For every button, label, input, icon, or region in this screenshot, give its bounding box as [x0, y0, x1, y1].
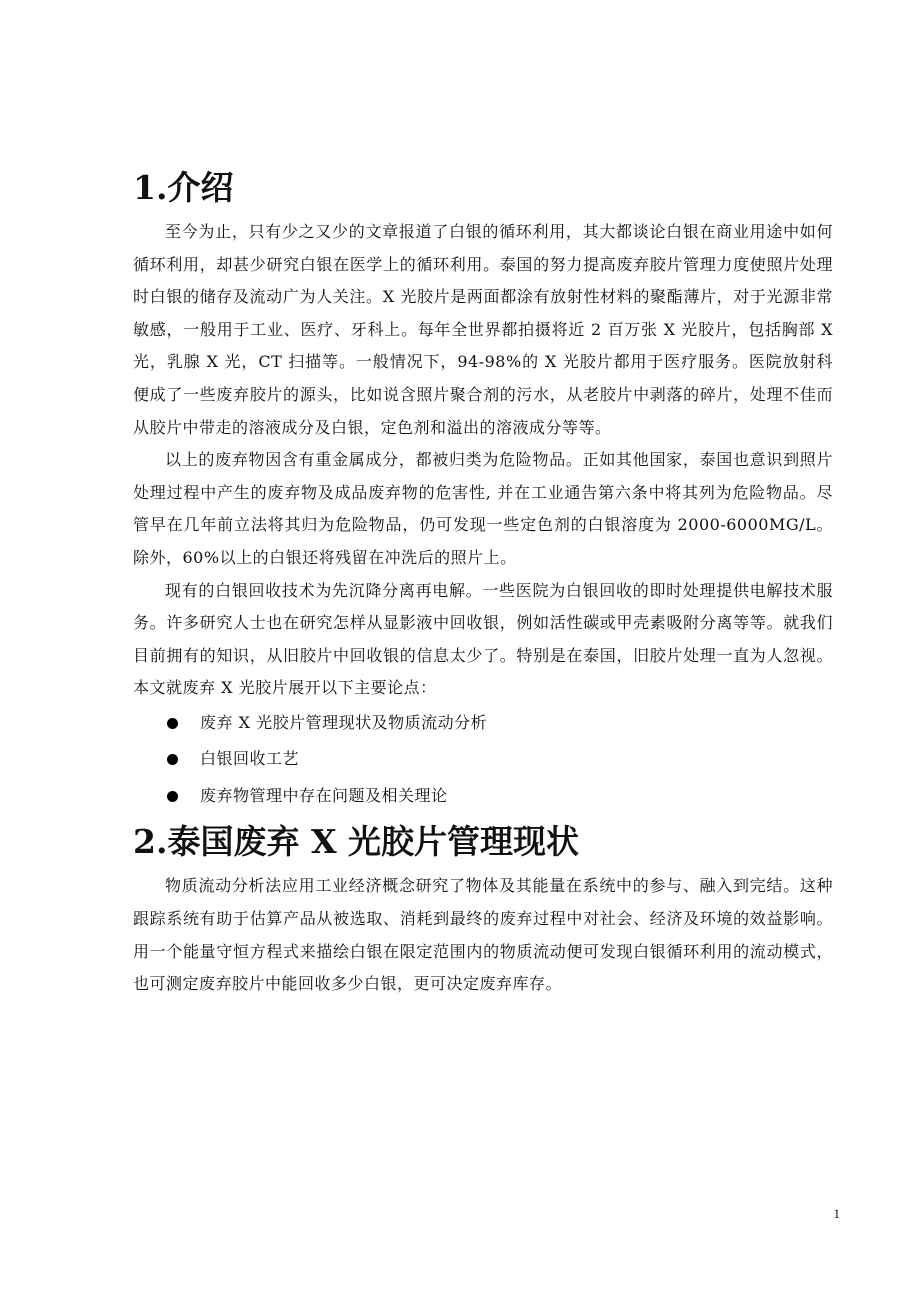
section-1-paragraph-1: 至今为止，只有少之又少的文章报道了白银的循环利用，其大都谈论白银在商业用途中如何循环利用，却甚少研究白银在医学上的循环利用。泰国的努力提高废弃胶片管理力度使照片处理时白银的储存及流动广为人关注。X 光胶片是两面都涂有放射性材料的聚酯薄片，对于光源非常敏感，一般用于工业、医疗、牙科上。每年全世界都拍摄将近 2 百万张 X 光胶片，包括胸部 X 光，乳腺 X 光，CT 扫描等。一般情况下，94-98%的 X 光胶片都用于医疗服务。医院放射科便成了一些废弃胶片的源头，比如说含照片聚合剂的污水，从老胶片中剥落的碎片，处理不佳而从胶片中带走的溶液成分及白银，定色剂和溢出的溶液成分等等。	[133, 222, 833, 437]
bullet-icon	[167, 791, 178, 802]
list-item	[133, 778, 833, 815]
section-2-heading: 2.泰国废弃 X 光胶片管理现状	[133, 822, 580, 862]
page-number: 1	[833, 1206, 840, 1221]
key-points-list	[133, 705, 833, 815]
list-item-text: 废弃物管理中存在问题及相关理论	[200, 785, 448, 805]
bullet-icon	[167, 754, 178, 765]
page-content	[133, 160, 833, 1001]
list-item	[133, 741, 833, 778]
list-item-text: 白银回收工艺	[200, 749, 300, 769]
section-2-paragraph-1: 物质流动分析法应用工业经济概念研究了物体及其能量在系统中的参与、融入到完结。这种跟踪系统有助于估算产品从被选取、消耗到最终的废弃过程中对社会、经济及环境的效益影响。用一个能量守恒方程式来描绘白银在限定范围内的物质流动便可发现白银循环利用的流动模式，也可测定废弃胶片中能回收多少白银，更可决定废弃库存。	[133, 876, 833, 994]
section-1-paragraph-2: 以上的废弃物因含有重金属成分，都被归类为危险物品。正如其他国家，泰国也意识到照片处理过程中产生的废弃物及成品废弃物的危害性, 并在工业通告第六条中将其列为危险物品。尽管早在几年前立法将其归为危险物品，仍可发现一些定色剂的白银溶度为 2000-6000MG/L。除外，60%以上的白银还将残留在冲洗后的照片上。	[133, 450, 833, 567]
list-item	[133, 705, 833, 742]
bullet-icon	[167, 718, 178, 729]
section-1-heading: 1.介绍	[133, 168, 234, 207]
section-1-paragraph-3: 现有的白银回收技术为先沉降分离再电解。一些医院为白银回收的即时处理提供电解技术服务。许多研究人士也在研究怎样从显影液中回收银，例如活性碳或甲壳素吸附分离等等。就我们目前拥有的知识，从旧胶片中回收银的信息太少了。特别是在泰国，旧胶片处理一直为人忽视。本文就废弃 X 光胶片展开以下主要论点：	[133, 580, 833, 698]
list-item-text: 废弃 X 光胶片管理现状及物质流动分析	[200, 712, 488, 732]
